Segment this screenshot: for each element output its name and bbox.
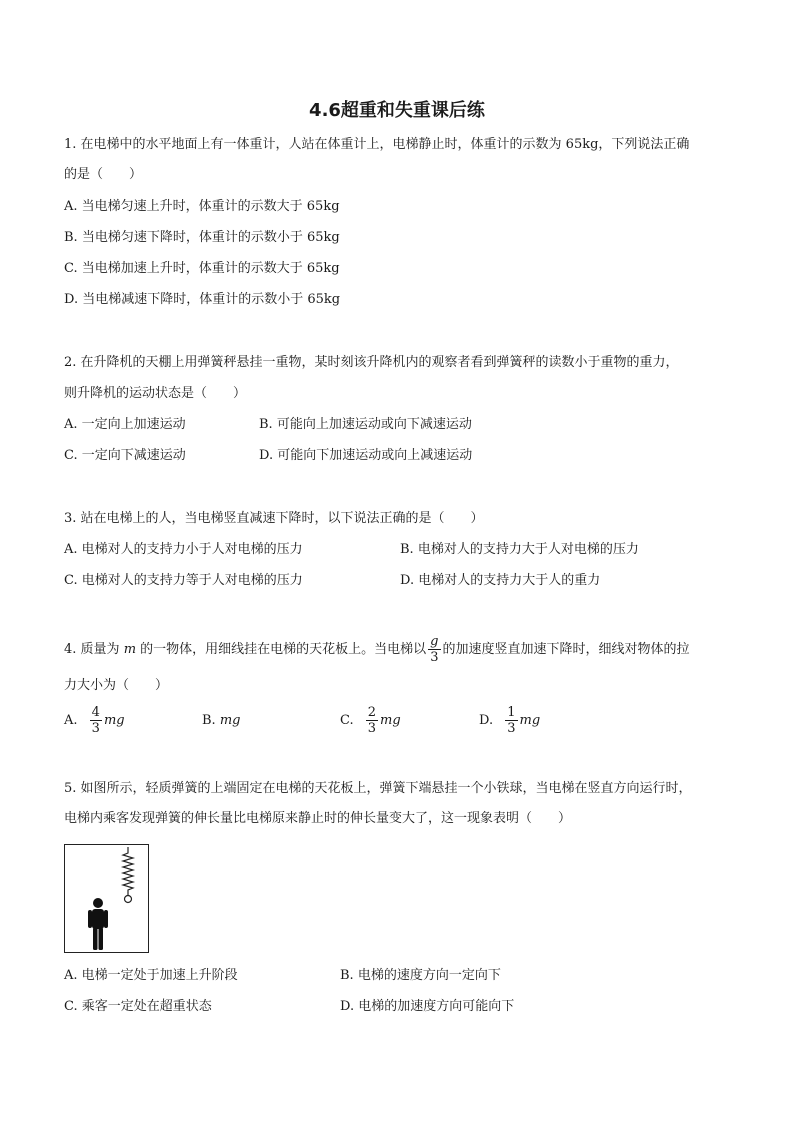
q5-option-a: A. 电梯一定处于加速上升阶段: [64, 968, 238, 983]
q1-stem-line2: 的是（ ）: [64, 167, 143, 182]
q5-option-c: C. 乘客一定处在超重状态: [64, 999, 212, 1014]
elevator-diagram: [65, 845, 150, 954]
q5-stem-line1: 5. 如图所示，轻质弹簧的上端固定在电梯的天花板上，弹簧下端悬挂一个小铁球，当电梯在竖直方向运行时，: [64, 781, 692, 796]
q3-option-d: D. 电梯对人的支持力大于人的重力: [400, 573, 601, 588]
q5-stem-line2: 电梯内乘客发现弹簧的伸长量比电梯原来静止时的伸长量变大了，这一现象表明（ ）: [64, 811, 572, 826]
q2-option-b: B. 可能向上加速运动或向下减速运动: [259, 417, 472, 432]
q1-stem-line1: 1. 在电梯中的水平地面上有一体重计，人站在体重计上，电梯静止时，体重计的示数为 65kg，下列说法正确: [64, 137, 690, 152]
q2-stem-line1: 2. 在升降机的天棚上用弹簧秤悬挂一重物，某时刻该升降机内的观察者看到弹簧秤的读数小于重物的重力，: [64, 355, 679, 370]
q4-option-c: [340, 703, 401, 739]
q4-g-over-3-fraction: [428, 634, 440, 665]
q1-option-c: C. 当电梯加速上升时，体重计的示数大于 65kg: [64, 261, 340, 276]
q3-option-c: C. 电梯对人的支持力等于人对电梯的压力: [64, 573, 303, 588]
q4-option-a: [64, 703, 125, 739]
q4-option-d-label: D.: [479, 713, 494, 728]
elevator-figure: [64, 844, 149, 953]
q4-option-a-denominator: 3: [91, 721, 100, 736]
q3-option-b: B. 电梯对人的支持力大于人对电梯的压力: [400, 542, 639, 557]
q3-stem: 3. 站在电梯上的人，当电梯竖直减速下降时，以下说法正确的是（ ）: [64, 511, 484, 526]
q4-option-c-fraction: [366, 705, 378, 736]
q4-option-b-label: B.: [202, 713, 216, 728]
page-title: 4.6超重和失重课后练: [309, 100, 485, 121]
q5-option-b: B. 电梯的速度方向一定向下: [340, 968, 501, 983]
q1-option-b: B. 当电梯匀速下降时，体重计的示数小于 65kg: [64, 230, 340, 245]
q4-option-a-label: A.: [64, 713, 78, 728]
q4-option-c-mg: mg: [380, 713, 401, 728]
q4-stem-line2: 力大小为（ ）: [64, 678, 169, 693]
q4-stem-part2: 的一物体，用细线挂在电梯的天花板上。当电梯以: [140, 642, 427, 657]
q4-option-a-numerator: 4: [91, 705, 100, 720]
q4-stem-part3: 的加速度竖直加速下降时，细线对物体的拉: [442, 642, 690, 657]
q4-stem-line1: [64, 632, 690, 668]
q2-option-a: A. 一定向上加速运动: [64, 417, 186, 432]
q2-option-d: D. 可能向下加速运动或向上减速运动: [259, 448, 473, 463]
q4-option-b: [202, 712, 240, 730]
q4-option-a-fraction: [90, 705, 102, 736]
q4-option-c-label: C.: [340, 713, 354, 728]
q2-stem-line2: 则升降机的运动状态是（ ）: [64, 386, 247, 401]
q4-option-c-numerator: 2: [367, 705, 377, 720]
q2-option-c: C. 一定向下减速运动: [64, 448, 186, 463]
q4-option-b-mg: mg: [219, 713, 241, 728]
q4-option-d-denominator: 3: [507, 721, 516, 736]
q4-option-d: [479, 703, 540, 739]
q5-option-d: D. 电梯的加速度方向可能向下: [340, 999, 515, 1014]
q4-option-c-denominator: 3: [367, 721, 377, 736]
q4-option-d-fraction: [505, 705, 517, 736]
q4-option-d-mg: mg: [519, 713, 541, 728]
q4-mass-symbol: m: [123, 642, 137, 657]
q3-option-a: A. 电梯对人的支持力小于人对电梯的压力: [64, 542, 303, 557]
q4-stem-part1: 4. 质量为: [64, 642, 120, 657]
iron-ball: [125, 896, 132, 903]
passenger-silhouette: [88, 898, 108, 950]
q4-option-d-numerator: 1: [507, 705, 516, 720]
q1-option-d: D. 当电梯减速下降时，体重计的示数小于 65kg: [64, 292, 341, 307]
spring-coil: [123, 847, 133, 895]
q4-frac-numerator: g: [430, 634, 439, 649]
q4-frac-denominator: 3: [430, 650, 439, 665]
q4-option-a-mg: mg: [103, 713, 125, 728]
q1-option-a: A. 当电梯匀速上升时，体重计的示数大于 65kg: [64, 199, 340, 214]
